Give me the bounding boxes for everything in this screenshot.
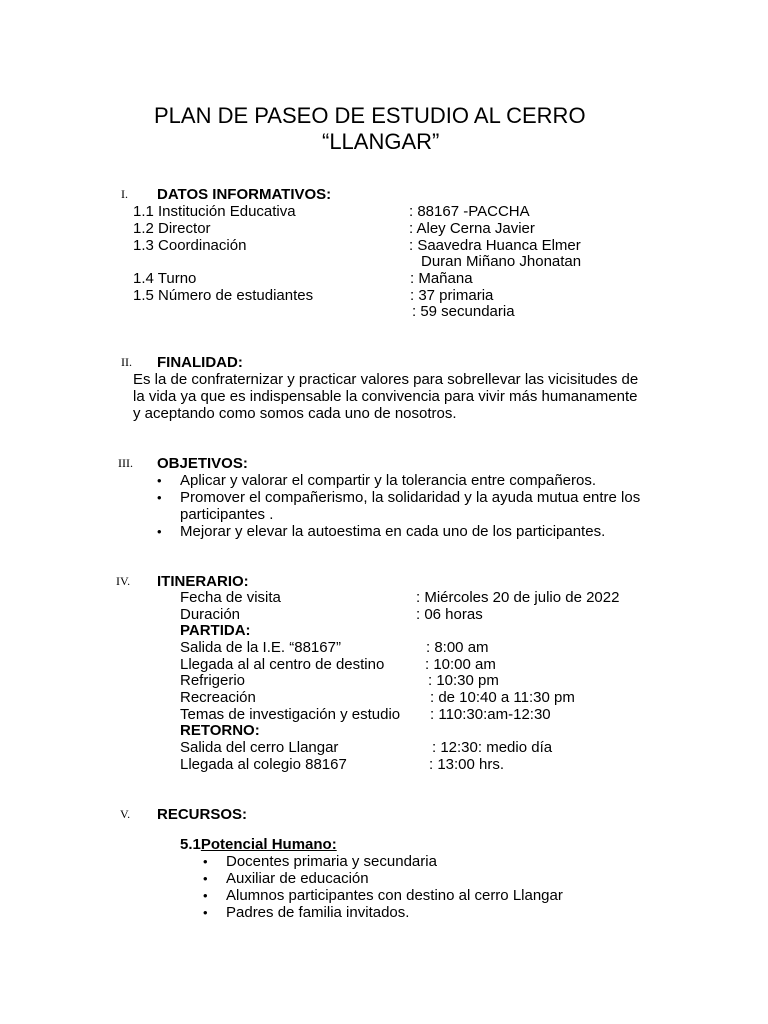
bullet-icon: • — [157, 473, 162, 488]
list-item-continuation: participantes . — [180, 506, 274, 523]
info-value: : 59 secundaria — [412, 303, 515, 320]
itinerary-value: : 12:30: medio día — [432, 739, 553, 756]
info-label: 1.5 Número de estudiantes — [133, 287, 314, 304]
bullet-icon: • — [203, 905, 208, 920]
info-label: 1.2 Director — [133, 220, 211, 237]
info-value: : 37 primaria — [410, 287, 494, 304]
list-item: Promover el compañerismo, la solidaridad y la ayuda mutua entre los — [180, 489, 641, 506]
itinerary-label: Salida de la I.E. “88167” — [180, 639, 341, 656]
info-value: : 88167 -PACCHA — [409, 203, 530, 220]
subsection-title: Potencial Humano: — [200, 836, 337, 853]
document-title-line1: PLAN DE PASEO DE ESTUDIO AL CERRO — [154, 103, 586, 128]
bullet-icon: • — [203, 871, 208, 886]
subsection-number: 5.1 — [180, 836, 201, 853]
list-item: Alumnos participantes con destino al cerro Llangar — [226, 887, 563, 904]
info-value: Duran Miñano Jhonatan — [421, 253, 582, 270]
itinerary-value: : 10:30 pm — [428, 672, 499, 689]
paragraph-line: la vida ya que es indispensable la convivencia para vivir más humanamente — [133, 388, 638, 405]
itinerary-value: : 110:30:am-12:30 — [430, 706, 551, 723]
bullet-icon: • — [157, 490, 162, 505]
itinerary-value: : 10:00 am — [425, 656, 496, 673]
section-numeral: III. — [118, 456, 133, 470]
subheading-partida: PARTIDA: — [180, 622, 251, 639]
info-value: : Saavedra Huanca Elmer — [409, 237, 581, 254]
itinerary-label: Salida del cerro Llangar — [180, 739, 339, 756]
section-heading-objetivos: OBJETIVOS: — [157, 455, 248, 472]
section-heading-itinerario: ITINERARIO: — [157, 573, 249, 590]
itinerary-value: : 06 horas — [416, 606, 483, 623]
paragraph-line: y aceptando como somos cada uno de nosotros. — [133, 405, 457, 422]
itinerary-label: Llegada al colegio 88167 — [180, 756, 347, 773]
subheading-retorno: RETORNO: — [180, 722, 260, 739]
bullet-icon: • — [203, 854, 208, 869]
list-item: Auxiliar de educación — [226, 870, 369, 887]
info-label: 1.3 Coordinación — [133, 237, 247, 254]
bullet-icon: • — [203, 888, 208, 903]
itinerary-value: : 13:00 hrs. — [429, 756, 505, 773]
info-value: : Mañana — [410, 270, 473, 287]
info-label: 1.1 Institución Educativa — [133, 203, 296, 220]
itinerary-label: Llegada al al centro de destino — [180, 656, 385, 673]
itinerary-label: Fecha de visita — [180, 589, 281, 606]
list-item: Mejorar y elevar la autoestima en cada uno de los participantes. — [180, 523, 606, 540]
info-label: 1.4 Turno — [133, 270, 197, 287]
section-numeral: II. — [121, 355, 132, 369]
subsection-heading — [180, 836, 337, 853]
itinerary-value: : 8:00 am — [426, 639, 489, 656]
list-item: Aplicar y valorar el compartir y la tolerancia entre compañeros. — [180, 472, 597, 489]
list-item: Docentes primaria y secundaria — [226, 853, 437, 870]
section-numeral: V. — [120, 807, 131, 821]
itinerary-label: Duración — [180, 606, 241, 623]
section-heading-finalidad: FINALIDAD: — [157, 354, 243, 371]
section-numeral: IV. — [116, 574, 131, 588]
bullet-icon: • — [157, 524, 162, 539]
document-title-line2: “LLANGAR” — [322, 129, 440, 154]
section-heading-datos: DATOS INFORMATIVOS: — [157, 186, 332, 203]
paragraph-line: Es la de confraternizar y practicar valores para sobrellevar las vicisitudes de — [133, 371, 639, 388]
section-numeral: I. — [121, 187, 128, 201]
info-value: : Aley Cerna Javier — [409, 220, 535, 237]
section-heading-recursos: RECURSOS: — [157, 806, 248, 823]
itinerary-label: Temas de investigación y estudio — [180, 706, 401, 723]
itinerary-value: : de 10:40 a 11:30 pm — [430, 689, 575, 706]
list-item: Padres de familia invitados. — [226, 904, 410, 921]
itinerary-label: Refrigerio — [180, 672, 246, 689]
itinerary-value: : Miércoles 20 de julio de 2022 — [416, 589, 620, 606]
itinerary-label: Recreación — [180, 689, 256, 706]
